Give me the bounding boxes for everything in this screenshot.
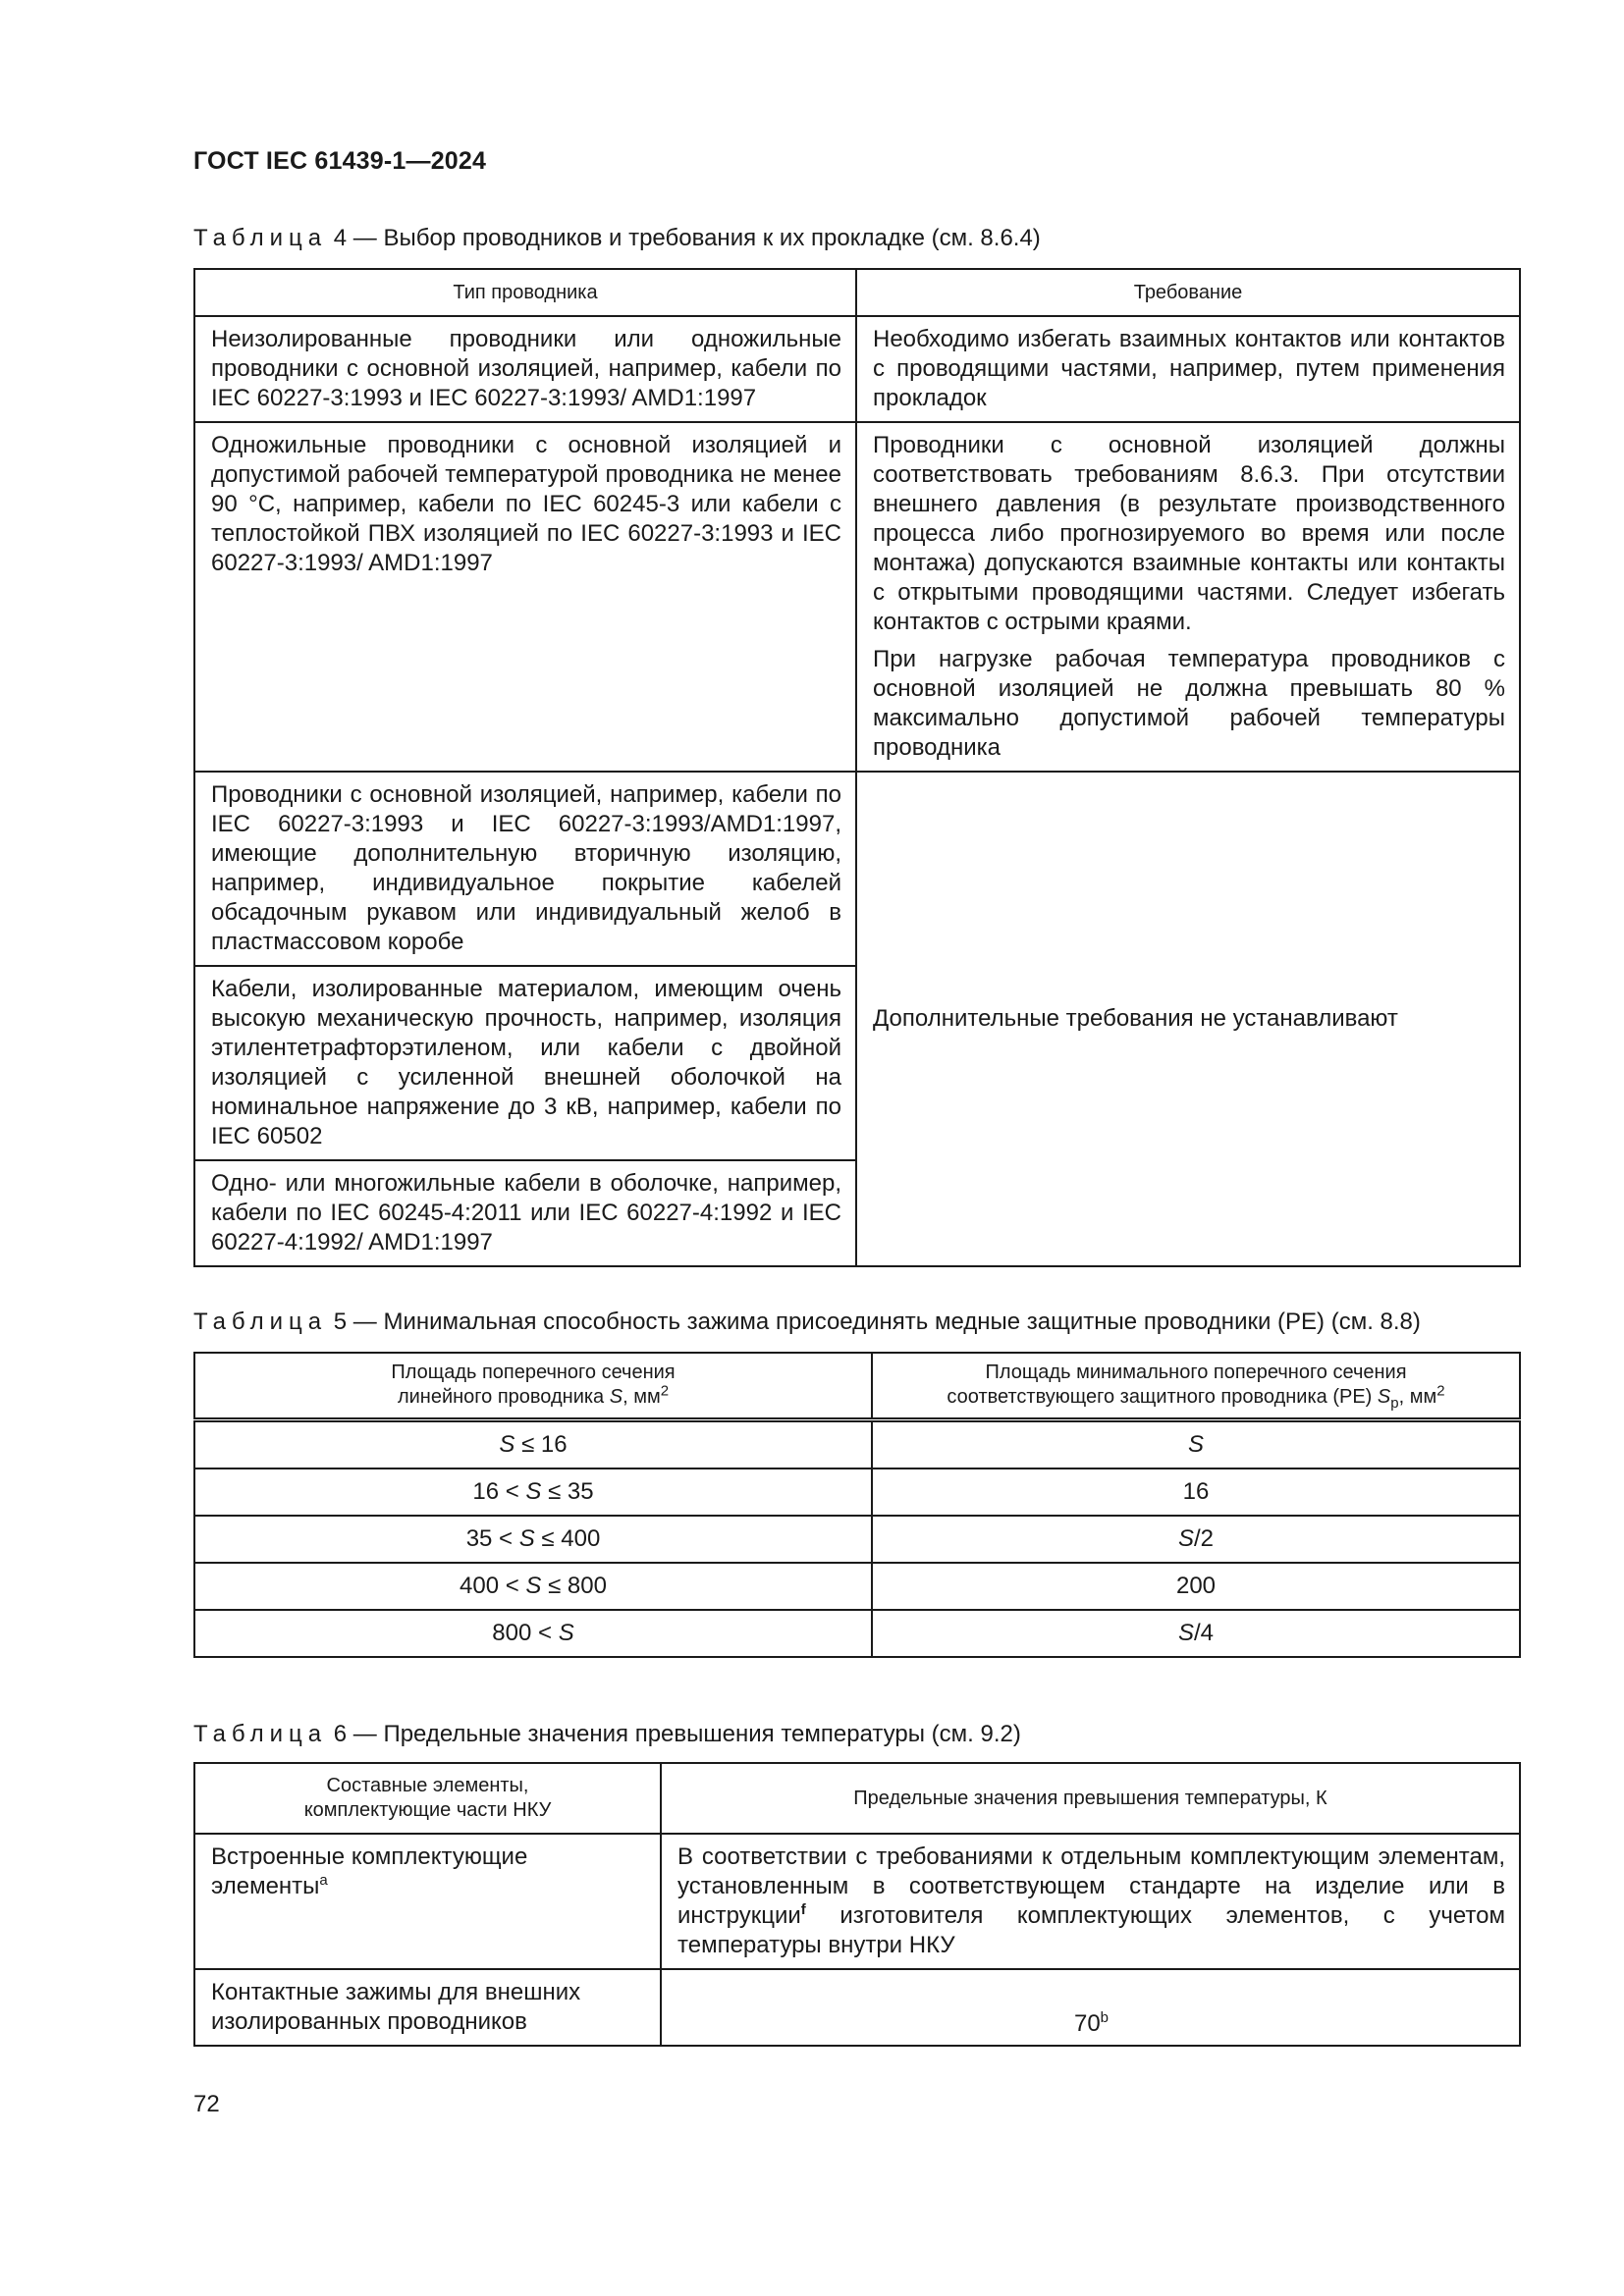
footnote-marker: f (800, 1901, 806, 1918)
table4-header-type: Тип проводника (194, 269, 856, 316)
table4-cell-type: Кабели, изолированные материалом, имеющим очень высокую механическую прочность, например, изоляция этилентетрафторэтиленом, или кабели с двойной изоляцией с усиленной внешней оболочкой на номинальное напряжение до 3 кВ, например, кабели по IEC 60502 (194, 966, 856, 1160)
table5 (193, 1352, 1521, 1658)
table5-caption-text: 5 — Минимальная способность зажима присоединять медные защитные проводники (PE) (см. 8.8) (327, 1308, 1421, 1335)
footnote-marker: a (319, 1872, 328, 1889)
table-row (194, 1419, 1520, 1468)
table-row (194, 1516, 1520, 1563)
table6-caption (193, 1720, 1021, 1749)
table5-header-sup: 2 (1436, 1382, 1445, 1400)
table-row (194, 772, 1520, 966)
table5-cell-value: 16 (872, 1468, 1520, 1516)
table4-requirement-paragraph: При нагрузке рабочая температура проводников с основной изоляцией не должна превышать 80 % максимально допустимой рабочей температуры проводника (873, 646, 1505, 761)
table5-header-line: соответствующего защитного проводника (PE) (947, 1386, 1378, 1409)
table6-header-limits: Предельные значения превышения температуры, К (661, 1763, 1520, 1834)
table-row (194, 1610, 1520, 1657)
table5-cell-value: S/2 (872, 1516, 1520, 1563)
table5-cell-range: 16 < S ≤ 35 (194, 1468, 872, 1516)
table6-header-line: Составные элементы, (326, 1775, 529, 1796)
table4-caption-word: Таблица (193, 225, 328, 251)
table6-header-row (194, 1763, 1520, 1834)
table5-header-sub: p (1390, 1395, 1399, 1413)
table5-header-line: Площадь поперечного сечения (391, 1362, 676, 1384)
table4-cell-type: Одножильные проводники с основной изоляцией и допустимой рабочей температурой проводника не менее 90 °C, например, кабели по IEC 60245-3 или кабели с теплостойкой ПВХ изоляцией по IEC 60227-3:1993 и IEC 60227-3:1993/ AMD1:1997 (194, 422, 856, 772)
table6 (193, 1762, 1521, 2047)
table6-cell-element: Встроенные комплектующие элементы$^a$ (194, 1834, 661, 1969)
footnote-marker: b (1100, 2009, 1110, 2026)
table6-cell-limit: 70$^b$ (661, 1969, 1520, 2046)
table4-cell-requirement: Необходимо избегать взаимных контактов или контактов с проводящими частями, например, путем применения прокладок (856, 316, 1520, 422)
table4-header-row (194, 269, 1520, 316)
table5-header-var: S (609, 1386, 623, 1409)
table5-cell-value: 200 (872, 1563, 1520, 1610)
table6-header-elements (194, 1763, 661, 1834)
table-row (194, 1834, 1520, 1969)
table4-cell-requirement (856, 422, 1520, 772)
table-row (194, 316, 1520, 422)
table6-caption-word: Таблица (193, 1721, 328, 1747)
table5-cell-value: S/4 (872, 1610, 1520, 1657)
table5-header-row (194, 1353, 1520, 1419)
table5-cell-range: 800 < S (194, 1610, 872, 1657)
table5-header-unit: , мм (1398, 1386, 1437, 1409)
table-row (194, 1563, 1520, 1610)
table-row (194, 1969, 1520, 2046)
table5-header-line: линейного проводника (397, 1386, 610, 1409)
table-row (194, 422, 1520, 772)
table5-header-protective-conductor (872, 1353, 1520, 1419)
table5-cell-range: 35 < S ≤ 400 (194, 1516, 872, 1563)
table5-cell-range: S ≤ 16 (194, 1419, 872, 1468)
table4-header-requirement: Требование (856, 269, 1520, 316)
table4-cell-type: Неизолированные проводники или одножильные проводники с основной изоляцией, например, кабели по IEC 60227-3:1993 и IEC 60227-3:1993/ AMD1:1997 (194, 316, 856, 422)
table6-header-line: комплектующие части НКУ (303, 1799, 552, 1821)
table5-cell-range: 400 < S ≤ 800 (194, 1563, 872, 1610)
table4-caption-text: 4 — Выбор проводников и требования к их прокладке (см. 8.6.4) (327, 225, 1041, 251)
table5-caption-word: Таблица (193, 1308, 328, 1335)
table4-caption (193, 224, 1041, 253)
table4-requirement-paragraph: Проводники с основной изоляцией должны соответствовать требованиям 8.6.3. При отсутствии внешнего давления (в результате производственного процесса либо прогнозируемого во время или после монтажа) допускаются взаимные контакты или контакты с открытыми проводящими частями. Следует избегать контактов с острыми краями. (873, 432, 1505, 635)
table5-cell-value: S (872, 1419, 1520, 1468)
table4-cell-type: Проводники с основной изоляцией, например, кабели по IEC 60227-3:1993 и IEC 60227-3:1993/AMD1:1997, имеющие дополнительную вторичную изоляцию, например, индивидуальное покрытие кабелей обсадочным рукавом или индивидуальный желоб в пластмассовом коробе (194, 772, 856, 966)
table6-caption-text: 6 — Предельные значения превышения температуры (см. 9.2) (327, 1721, 1021, 1747)
table4-cell-type: Одно- или многожильные кабели в оболочке, например, кабели по IEC 60245-4:2011 или IEC 60227-4:1992 и IEC 60227-4:1992/ AMD1:1997 (194, 1160, 856, 1266)
table5-header-sup: 2 (660, 1382, 670, 1400)
table-row (194, 1468, 1520, 1516)
table5-caption (193, 1308, 1421, 1337)
table6-cell-limit: В соответствии с требованиями к отдельным комплектующим элементам, установленным в соответствующем стандарте на изделие или в инструкции$^f$ изготовителя комплектующих элементов, с учетом температуры внутри НКУ (661, 1834, 1520, 1969)
table4-cell-merged-requirement: Дополнительные требования не устанавливают (856, 772, 1520, 1266)
document-header: ГОСТ IEC 61439-1—2024 (193, 147, 487, 175)
page-number: 72 (193, 2091, 220, 2117)
table4 (193, 268, 1521, 1267)
table5-header-line-conductor (194, 1353, 872, 1419)
table5-header-line: Площадь минимального поперечного сечения (985, 1362, 1407, 1384)
table6-cell-element: Контактные зажимы для внешних изолированных проводников (194, 1969, 661, 2046)
table5-header-unit: , мм (623, 1386, 661, 1409)
table5-header-var: S (1377, 1386, 1391, 1409)
